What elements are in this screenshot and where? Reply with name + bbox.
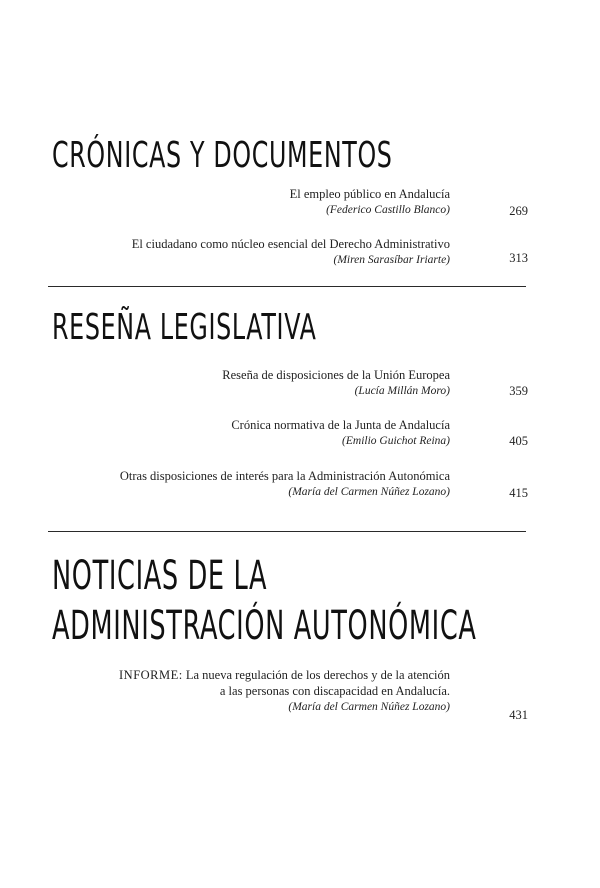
entry-page-number: 431 bbox=[509, 708, 528, 722]
toc-entry bbox=[290, 186, 450, 218]
entry-author: (Lucía Millán Moro) bbox=[354, 385, 450, 397]
entry-page-number: 359 bbox=[509, 384, 528, 398]
section-title-cronicas: CRÓNICAS Y DOCUMENTOS bbox=[52, 135, 393, 176]
entry-title: Crónica normativa de la Junta de Andalucía bbox=[231, 418, 450, 432]
section-divider bbox=[48, 286, 526, 287]
section-title-resena: RESEÑA LEGISLATIVA bbox=[52, 307, 317, 348]
entry-title: Reseña de disposiciones de la Unión Europea bbox=[222, 368, 450, 382]
toc-entry bbox=[120, 468, 450, 500]
section-divider bbox=[48, 531, 526, 532]
toc-entry bbox=[119, 667, 450, 715]
entry-author: (María del Carmen Núñez Lozano) bbox=[288, 701, 450, 713]
entry-page-number: 269 bbox=[509, 204, 528, 218]
entry-title-line2: a las personas con discapacidad en Andalucía. bbox=[219, 684, 450, 698]
entry-page-number: 405 bbox=[509, 434, 528, 448]
entry-label: INFORME: bbox=[119, 668, 183, 682]
toc-entry bbox=[222, 367, 450, 399]
entry-page-number: 415 bbox=[509, 486, 528, 500]
section-title-noticias-line2: ADMINISTRACIÓN AUTONÓMICA bbox=[52, 603, 477, 649]
section-title-noticias-line1: NOTICIAS DE LA bbox=[52, 553, 268, 599]
entry-author: (Emilio Guichot Reina) bbox=[342, 435, 450, 447]
entry-title-text: La nueva regulación de los derechos y de la atención bbox=[185, 668, 450, 682]
toc-entry bbox=[231, 417, 450, 449]
entry-title: El ciudadano como núcleo esencial del Derecho Administrativo bbox=[131, 237, 450, 251]
entry-author: (María del Carmen Núñez Lozano) bbox=[288, 486, 450, 498]
entry-page-number: 313 bbox=[509, 251, 528, 265]
entry-title: El empleo público en Andalucía bbox=[289, 187, 450, 201]
entry-title-line1 bbox=[119, 667, 450, 683]
entry-author: (Federico Castillo Blanco) bbox=[326, 204, 450, 216]
toc-entry bbox=[132, 236, 450, 268]
entry-title: Otras disposiciones de interés para la Administración Autonómica bbox=[119, 469, 450, 483]
entry-author: (Miren Sarasíbar Iriarte) bbox=[333, 254, 450, 266]
